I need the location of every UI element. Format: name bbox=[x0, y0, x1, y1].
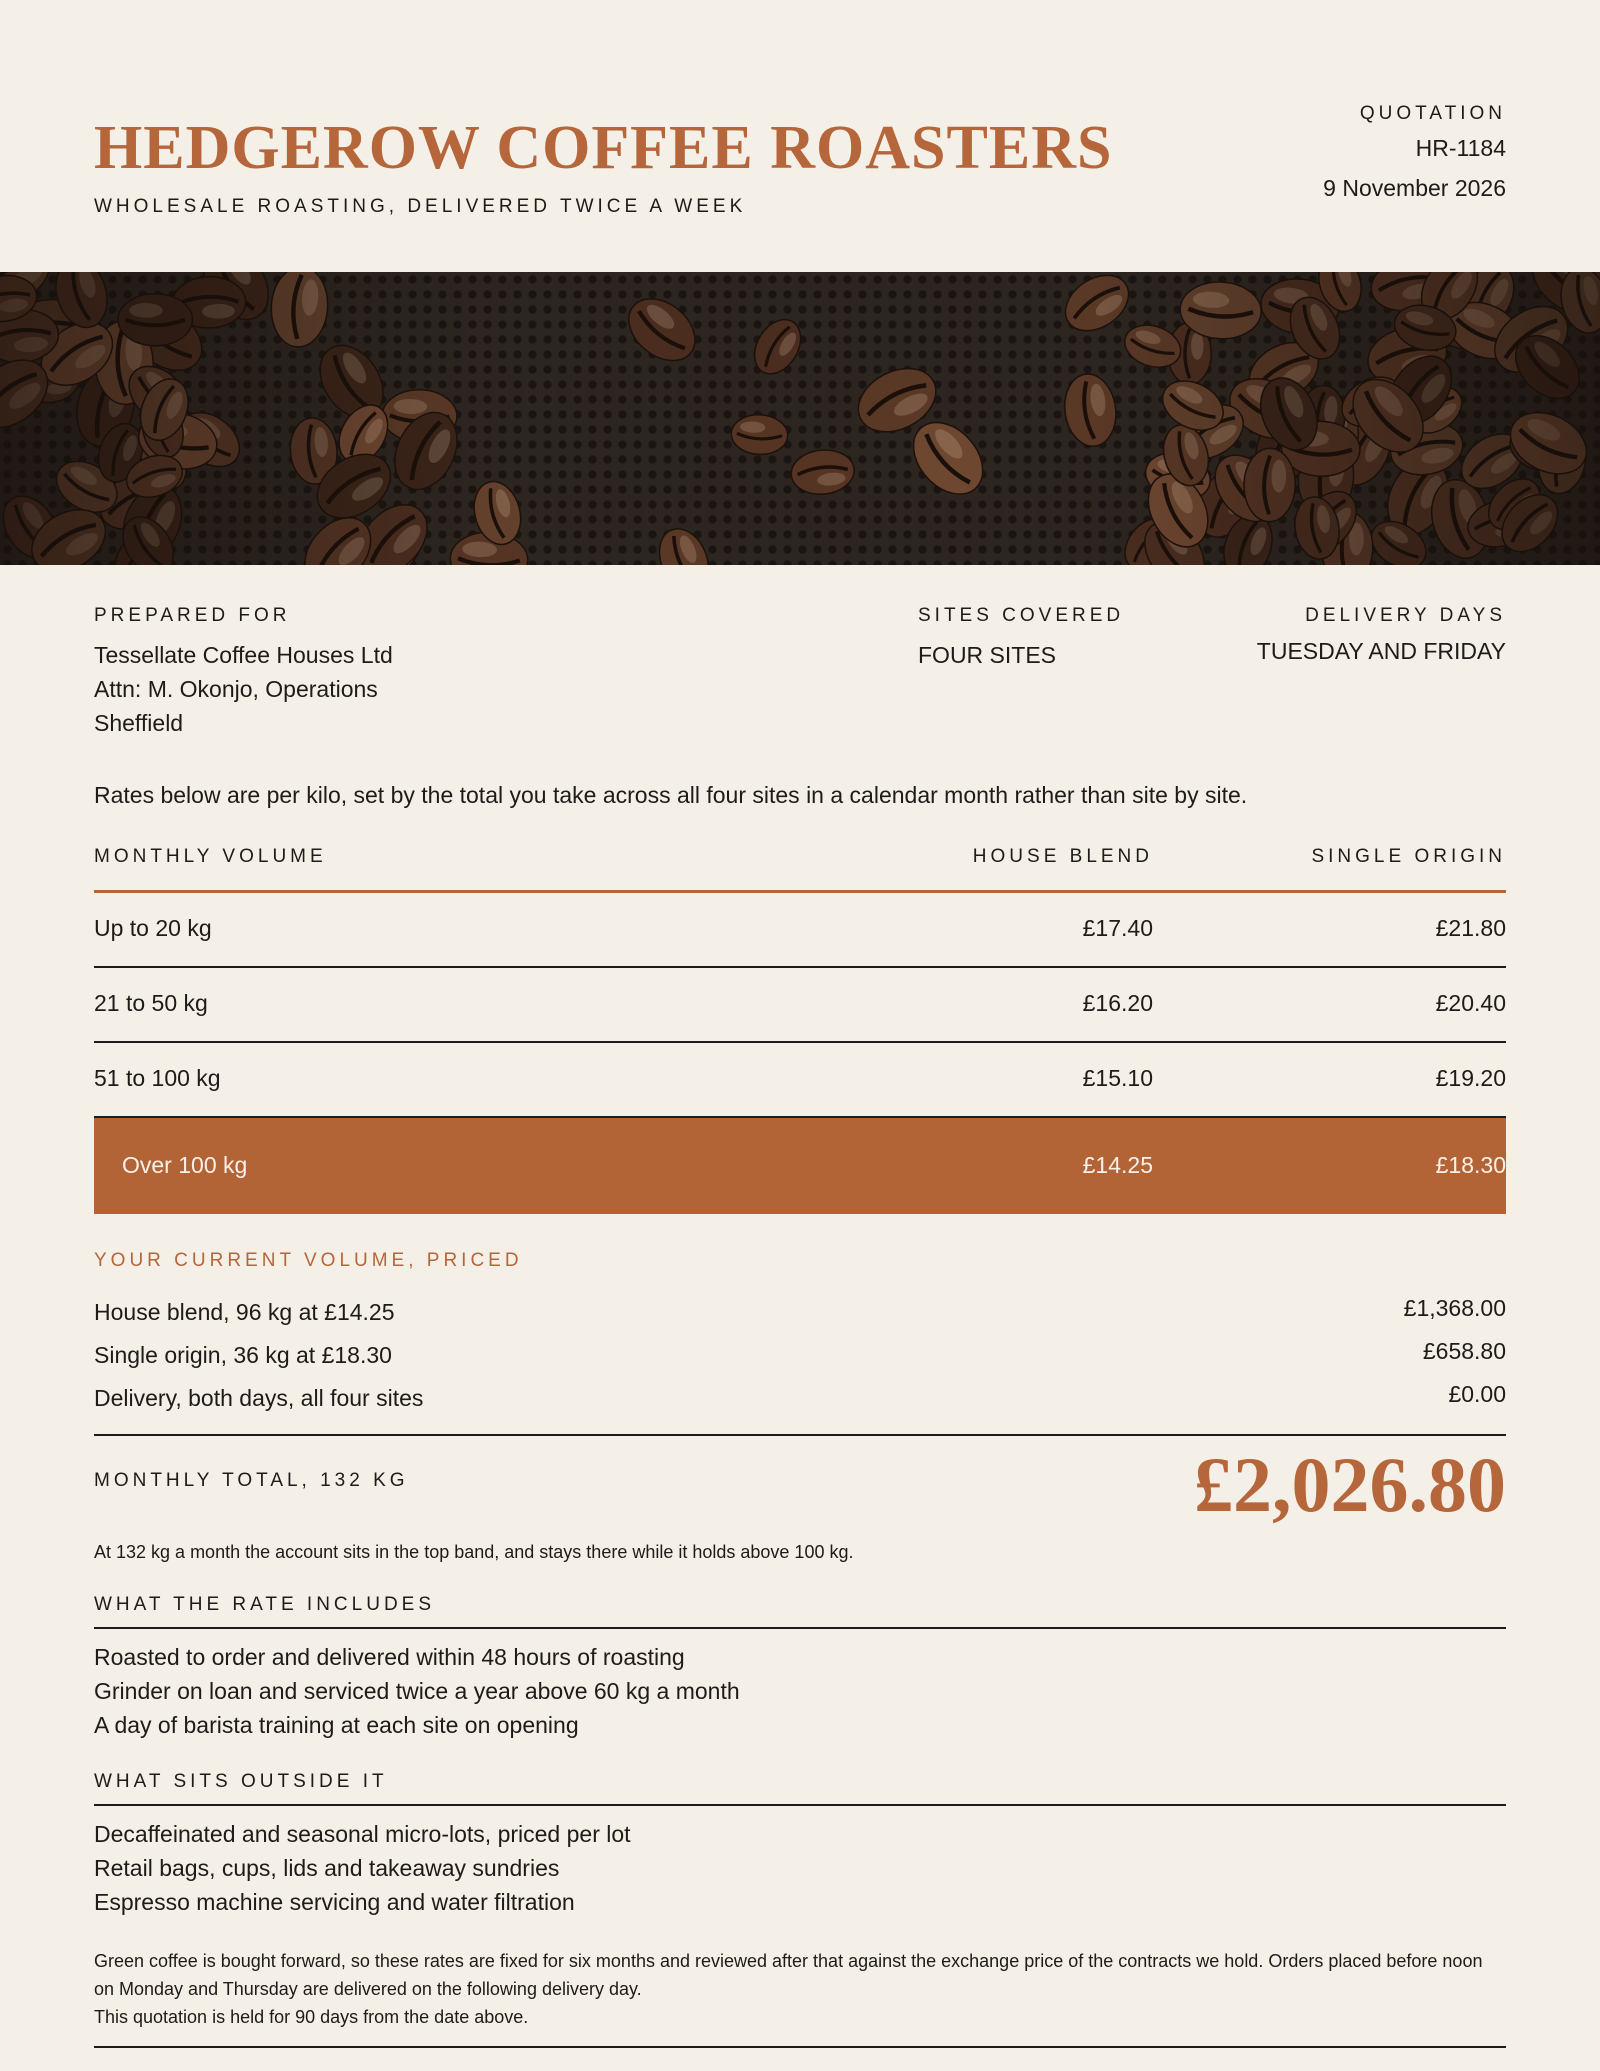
coffee-beans-image bbox=[0, 272, 1600, 565]
excludes-list bbox=[94, 1817, 631, 1919]
row-single-price: £18.30 bbox=[1435, 1152, 1506, 1178]
rates-table-header bbox=[94, 840, 1506, 893]
priced-line-amount: £0.00 bbox=[1448, 1381, 1506, 1407]
header bbox=[94, 0, 1506, 272]
prepared-for bbox=[94, 600, 393, 740]
client-city: Sheffield bbox=[94, 710, 184, 736]
row-house-price: £16.20 bbox=[1082, 990, 1153, 1016]
client-attn: Attn: M. Okonjo, Operations bbox=[94, 676, 378, 702]
list-item: Decaffeinated and seasonal micro-lots, priced per lot bbox=[94, 1821, 631, 1847]
list-item: A day of barista training at each site on opening bbox=[94, 1712, 579, 1738]
priced-line bbox=[94, 1295, 1506, 1338]
rates-table bbox=[94, 840, 1506, 1214]
client-company: Tessellate Coffee Houses Ltd bbox=[94, 642, 393, 668]
brand-tagline: WHOLESALE ROASTING, DELIVERED TWICE A WEEK bbox=[94, 196, 747, 217]
total-divider bbox=[94, 1434, 1506, 1436]
row-house-price: £17.40 bbox=[1082, 915, 1153, 941]
quotation-block bbox=[1323, 100, 1506, 208]
brand-name: HEDGEROW COFFEE ROASTERS bbox=[94, 114, 1113, 182]
priced-line-desc: Delivery, both days, all four sites bbox=[94, 1385, 424, 1411]
includes-list bbox=[94, 1640, 740, 1742]
footer-divider bbox=[94, 2046, 1506, 2048]
row-volume: 51 to 100 kg bbox=[94, 1065, 221, 1091]
prepared-for-label: PREPARED FOR bbox=[94, 605, 291, 626]
excludes-label: WHAT SITS OUTSIDE IT bbox=[94, 1771, 388, 1792]
quotation-date: 9 November 2026 bbox=[1323, 175, 1506, 201]
quotation-number: HR-1184 bbox=[1415, 135, 1506, 161]
table-row bbox=[94, 968, 1506, 1043]
footer-terms bbox=[94, 1947, 1506, 2031]
table-row-highlighted bbox=[94, 1118, 1506, 1214]
row-single-price: £20.40 bbox=[1435, 990, 1506, 1016]
band-note: At 132 kg a month the account sits in the top band, and stays there while it holds above 100 kg. bbox=[94, 1542, 854, 1562]
delivery-days-value: TUESDAY AND FRIDAY bbox=[1256, 638, 1506, 664]
sites-covered-value: FOUR SITES bbox=[918, 642, 1057, 668]
quotation-label: QUOTATION bbox=[1359, 103, 1506, 124]
priced-line-amount: £1,368.00 bbox=[1403, 1295, 1506, 1321]
rates-intro: Rates below are per kilo, set by the total you take across all four sites in a calendar month rather than site by site. bbox=[94, 782, 1248, 808]
sites-covered-label: SITES COVERED bbox=[918, 605, 1125, 626]
list-item: Retail bags, cups, lids and takeaway sundries bbox=[94, 1855, 560, 1881]
terms-text: Green coffee is bought forward, so these rates are fixed for six months and reviewed after that against the exchange price of the contracts we hold. Orders placed before noon on Monday and Thursday are delivered on the following delivery day. bbox=[94, 1951, 1483, 1999]
row-single-price: £21.80 bbox=[1435, 915, 1506, 941]
delivery-days-label: DELIVERY DAYS bbox=[1305, 605, 1506, 626]
priced-line-amount: £658.80 bbox=[1422, 1338, 1506, 1364]
list-item: Roasted to order and delivered within 48 hours of roasting bbox=[94, 1644, 685, 1670]
includes-divider bbox=[94, 1627, 1506, 1629]
delivery-days bbox=[1257, 600, 1506, 668]
priced-line bbox=[94, 1338, 1506, 1381]
row-house-price: £15.10 bbox=[1082, 1065, 1153, 1091]
row-single-price: £19.20 bbox=[1435, 1065, 1506, 1091]
table-row bbox=[94, 893, 1506, 968]
priced-line-desc: House blend, 96 kg at £14.25 bbox=[94, 1299, 395, 1325]
priced-section-label: YOUR CURRENT VOLUME, PRICED bbox=[94, 1250, 523, 1271]
sites-covered bbox=[918, 600, 1124, 672]
row-volume: 21 to 50 kg bbox=[94, 990, 208, 1016]
header-single-origin: SINGLE ORIGIN bbox=[1311, 846, 1506, 867]
row-volume: Over 100 kg bbox=[122, 1152, 248, 1178]
list-item: Grinder on loan and serviced twice a year above 60 kg a month bbox=[94, 1678, 740, 1704]
hero-shade bbox=[0, 272, 1600, 565]
priced-line bbox=[94, 1381, 1506, 1424]
priced-lines bbox=[94, 1295, 1506, 1424]
table-row bbox=[94, 1043, 1506, 1118]
list-item: Espresso machine servicing and water filtration bbox=[94, 1889, 575, 1915]
header-monthly-volume: MONTHLY VOLUME bbox=[94, 846, 327, 867]
priced-line-desc: Single origin, 36 kg at £18.30 bbox=[94, 1342, 392, 1368]
monthly-total-label: MONTHLY TOTAL, 132 KG bbox=[94, 1470, 409, 1491]
client-info bbox=[94, 600, 1506, 740]
header-house-blend: HOUSE BLEND bbox=[972, 846, 1153, 867]
includes-label: WHAT THE RATE INCLUDES bbox=[94, 1594, 436, 1615]
monthly-total-amount: £2,026.80 bbox=[1194, 1441, 1506, 1528]
validity-text: This quotation is held for 90 days from the date above. bbox=[94, 2007, 529, 2027]
row-house-price: £14.25 bbox=[1082, 1152, 1153, 1178]
row-volume: Up to 20 kg bbox=[94, 915, 212, 941]
excludes-divider bbox=[94, 1804, 1506, 1806]
